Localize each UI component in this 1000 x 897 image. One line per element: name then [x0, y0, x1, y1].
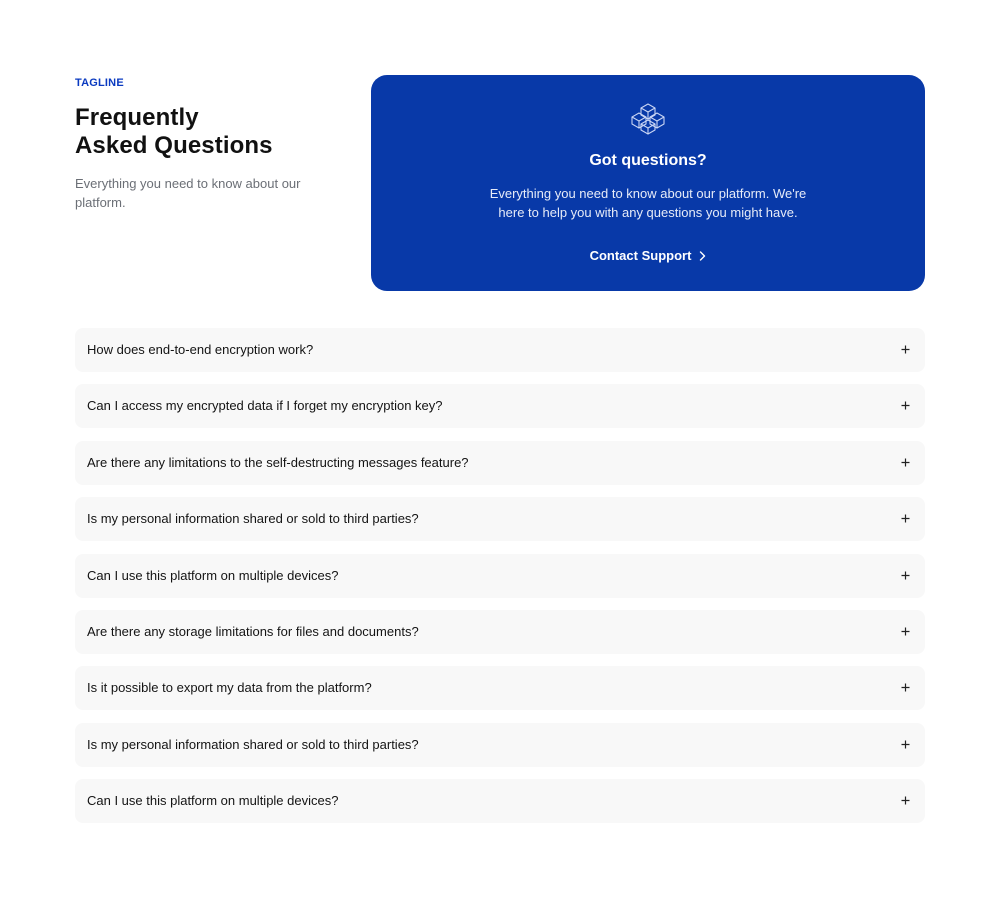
chevron-right-icon: [699, 251, 706, 261]
page-subtitle: Everything you need to know about our platform.: [75, 176, 301, 210]
faq-question: Is my personal information shared or sold to third parties?: [87, 736, 419, 752]
plus-icon[interactable]: [901, 627, 910, 636]
plus-icon[interactable]: [901, 514, 910, 523]
faq-question: Are there any storage limitations for files and documents?: [87, 623, 419, 639]
tagline: TAGLINE: [75, 77, 124, 89]
page-title-line-2: Asked Questions: [75, 132, 273, 159]
card-title: Got questions?: [589, 152, 707, 169]
faq-item[interactable]: [75, 384, 925, 428]
page-title-line-1: Frequently: [75, 104, 199, 131]
plus-icon[interactable]: [901, 345, 910, 354]
faq-list: [75, 328, 925, 836]
support-card: [371, 75, 925, 291]
faq-question: Can I use this platform on multiple devices?: [87, 793, 339, 809]
plus-icon[interactable]: [901, 683, 910, 692]
faq-question: Is it possible to export my data from the platform?: [87, 680, 372, 696]
card-description: Everything you need to know about our platform. We're here to help you with any questions you might have.: [489, 186, 807, 220]
faq-item[interactable]: [75, 554, 925, 598]
plus-icon[interactable]: [901, 458, 910, 467]
plus-icon[interactable]: [901, 571, 910, 580]
faq-item[interactable]: [75, 328, 925, 372]
faq-item[interactable]: [75, 666, 925, 710]
faq-item[interactable]: [75, 723, 925, 767]
contact-support-link[interactable]: [371, 247, 925, 265]
faq-question: Can I use this platform on multiple devices?: [87, 567, 339, 583]
faq-item[interactable]: [75, 441, 925, 485]
faq-header-section: [75, 75, 925, 291]
faq-question: Are there any limitations to the self-destructing messages feature?: [87, 454, 469, 470]
contact-support-label: Contact Support: [589, 248, 692, 263]
plus-icon[interactable]: [901, 740, 910, 749]
faq-question: Is my personal information shared or sold to third parties?: [87, 511, 419, 527]
page-title: [75, 104, 345, 160]
faq-item[interactable]: [75, 610, 925, 654]
plus-icon[interactable]: [901, 401, 910, 410]
faq-question: Can I access my encrypted data if I forget my encryption key?: [87, 398, 443, 414]
intro: [75, 75, 345, 212]
faq-item[interactable]: [75, 497, 925, 541]
faq-question: How does end-to-end encryption work?: [87, 342, 314, 357]
faq-item[interactable]: [75, 779, 925, 823]
plus-icon[interactable]: [901, 796, 910, 805]
cubes-icon: [628, 103, 668, 135]
